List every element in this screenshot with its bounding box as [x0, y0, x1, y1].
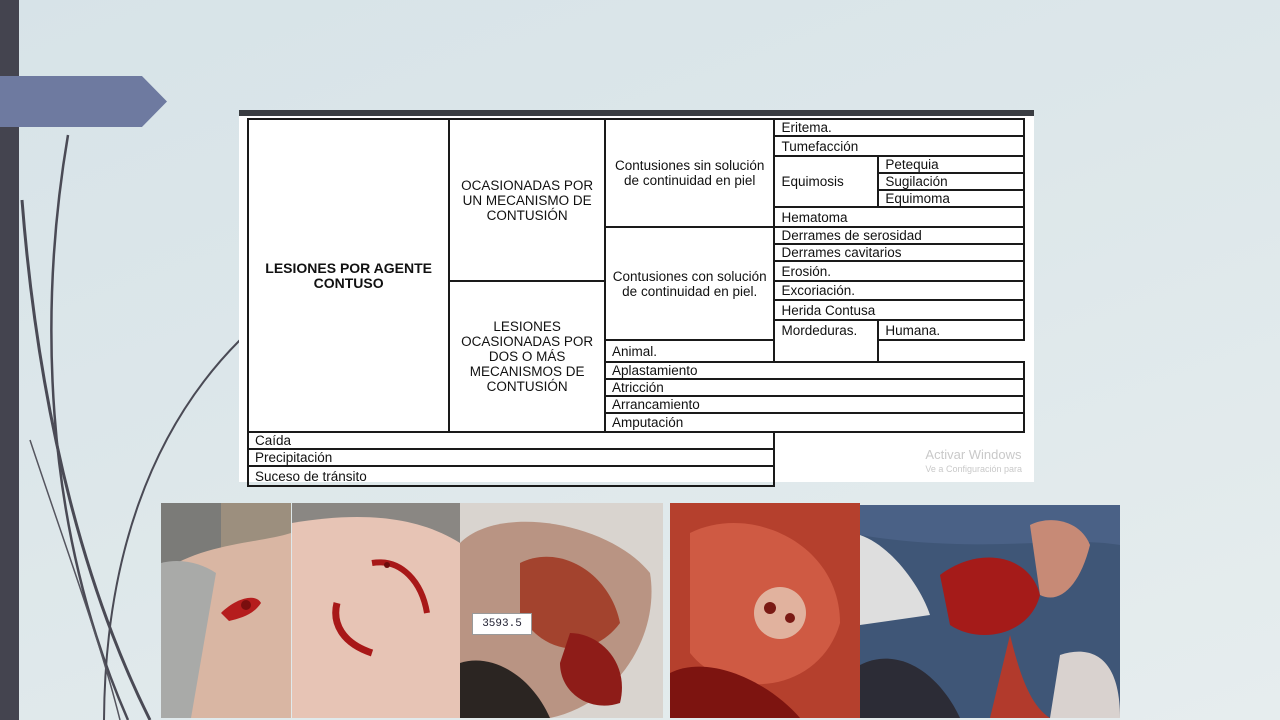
cell-precipitacion: Precipitación	[248, 449, 774, 466]
cell-equimosis: Equimosis	[774, 156, 878, 207]
photo-crush-injury-head	[460, 503, 663, 718]
cell-amputacion: Amputación	[605, 413, 1024, 432]
cell-eritema: Eritema.	[774, 119, 1024, 136]
table-category-cell: LESIONES POR AGENTE CONTUSO	[248, 119, 449, 432]
photo-crush-injury-torso	[670, 503, 860, 718]
cell-herida-contusa: Herida Contusa	[774, 300, 1024, 320]
cell-humana: Humana.	[878, 320, 1024, 340]
watermark-line2: Ve a Configuración para	[925, 464, 1022, 474]
cell-equimoma: Equimoma	[878, 190, 1024, 207]
cell-excoriacion: Excoriación.	[774, 281, 1024, 300]
photo-bite-wound	[292, 503, 460, 718]
cell-erosion: Erosión.	[774, 261, 1024, 281]
cell-tumefaccion: Tumefacción	[774, 136, 1024, 156]
watermark-line1: Activar Windows	[925, 447, 1022, 462]
classification-table-image	[239, 110, 1034, 482]
cell-caida: Caída	[248, 432, 774, 449]
sub-sin-cell: Contusiones sin solución de continuidad en piel	[605, 119, 774, 227]
cell-mordeduras: Mordeduras.	[774, 320, 878, 362]
photo-hand-amputation	[860, 505, 1120, 718]
cell-animal: Animal.	[605, 340, 878, 362]
cell-arrancamiento: Arrancamiento	[605, 396, 1024, 413]
cell-aplastamiento: Aplastamiento	[605, 362, 1024, 379]
cell-hematoma: Hematoma	[774, 207, 1024, 227]
classification-table	[247, 118, 1025, 487]
specimen-tag: 3593.5	[472, 613, 532, 635]
cell-derrames-serosidad: Derrames de serosidad	[774, 227, 1024, 244]
cell-suceso-transito: Suceso de tránsito	[248, 466, 774, 486]
group-two-cell: LESIONES OCASIONADAS POR DOS O MÁS MECANISMOS DE CONTUSIÓN	[449, 281, 605, 432]
group-one-cell: OCASIONADAS POR UN MECANISMO DE CONTUSIÓN	[449, 119, 605, 281]
cell-derrames-cavitarios: Derrames cavitarios	[774, 244, 1024, 261]
cell-petequia: Petequia	[878, 156, 1024, 173]
sub-con-cell: Contusiones con solución de continuidad en piel.	[605, 227, 774, 340]
photo-knee-abrasion	[161, 503, 291, 718]
title-tab-arrow	[0, 76, 167, 127]
cell-atriccion: Atricción	[605, 379, 1024, 396]
activation-watermark	[925, 448, 1022, 476]
cell-sugilacion: Sugilación	[878, 173, 1024, 190]
